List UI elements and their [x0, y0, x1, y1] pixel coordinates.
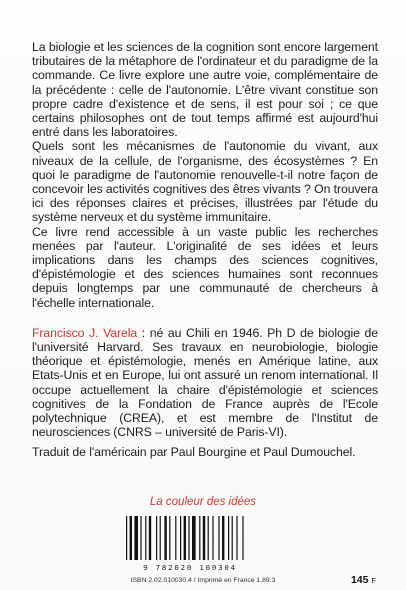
description-paragraph-1: La biologie et les sciences de la cognition sont encore largement tributaires de la métaphore de l'ordinateur et du paradigme de la commande. Ce livre explore une autre voie, complémentaire de la précédente : celle de l'autonomie. L'être vivant constitue son propre cadre d'existence et de sens, il est pour soi ; ce que certains philosophes ont de tout temps affirmé est aujourd'hui entré dans les laboratoires.: [32, 40, 378, 140]
author-name: Francisco J. Varela: [32, 325, 138, 340]
barcode-digits: 9 782020 100304: [143, 563, 237, 572]
description-paragraph-3: Ce livre rend accessible à un vaste public les recherches menées par l'auteur. L'originalité de ses idées et leurs implications dans les champs des sciences cognitives, d'épistémologie et des sciences humaines sont reconnues depuis longtemps par une communauté de chercheurs à l'échelle internationale.: [32, 224, 378, 310]
cover-text: [32, 40, 378, 460]
collection-name: La couleur des idées: [149, 496, 257, 508]
translator-note: Traduit de l'américain par Paul Bourgine et Paul Dumouchel.: [32, 445, 356, 460]
description-paragraph-2: Quels sont les mécanismes de l'autonomie du vivant, aux niveaux de la cellule, de l'organisme, des écosystèmes ? En quoi le paradigme de l'autonomie renouvelle-t-il notre façon de concevoir les activités cognitives des êtres vivants ? On trouvera ici des réponses claires et précises, illustrées par l'étude du système nerveux et du système immunitaire.: [32, 139, 378, 225]
price-value: 145: [350, 574, 369, 586]
author-bio-text: : né au Chili en 1946. Ph D de biologie de l'université Harvard. Ses travaux en neurobiologie, biologie théorique et épistémologie, menés en Amérique latine, aux Etats-Unis et en Europe, lui ont assuré un renom international. Il occupe actuellement la chaire d'épistémologie et sciences cognitives de la Fondation de France auprès de l'Ecole polytechnique (CREA), et est membre de l'Institut de neurosciences (CNRS – université de Paris-VI).: [32, 325, 378, 440]
price-currency: F: [371, 576, 376, 585]
price: [351, 574, 376, 586]
author-bio: [32, 326, 378, 440]
isbn-line: ISBN 2.02.010030.4 / Imprimé en France 1.89.3: [130, 577, 276, 584]
